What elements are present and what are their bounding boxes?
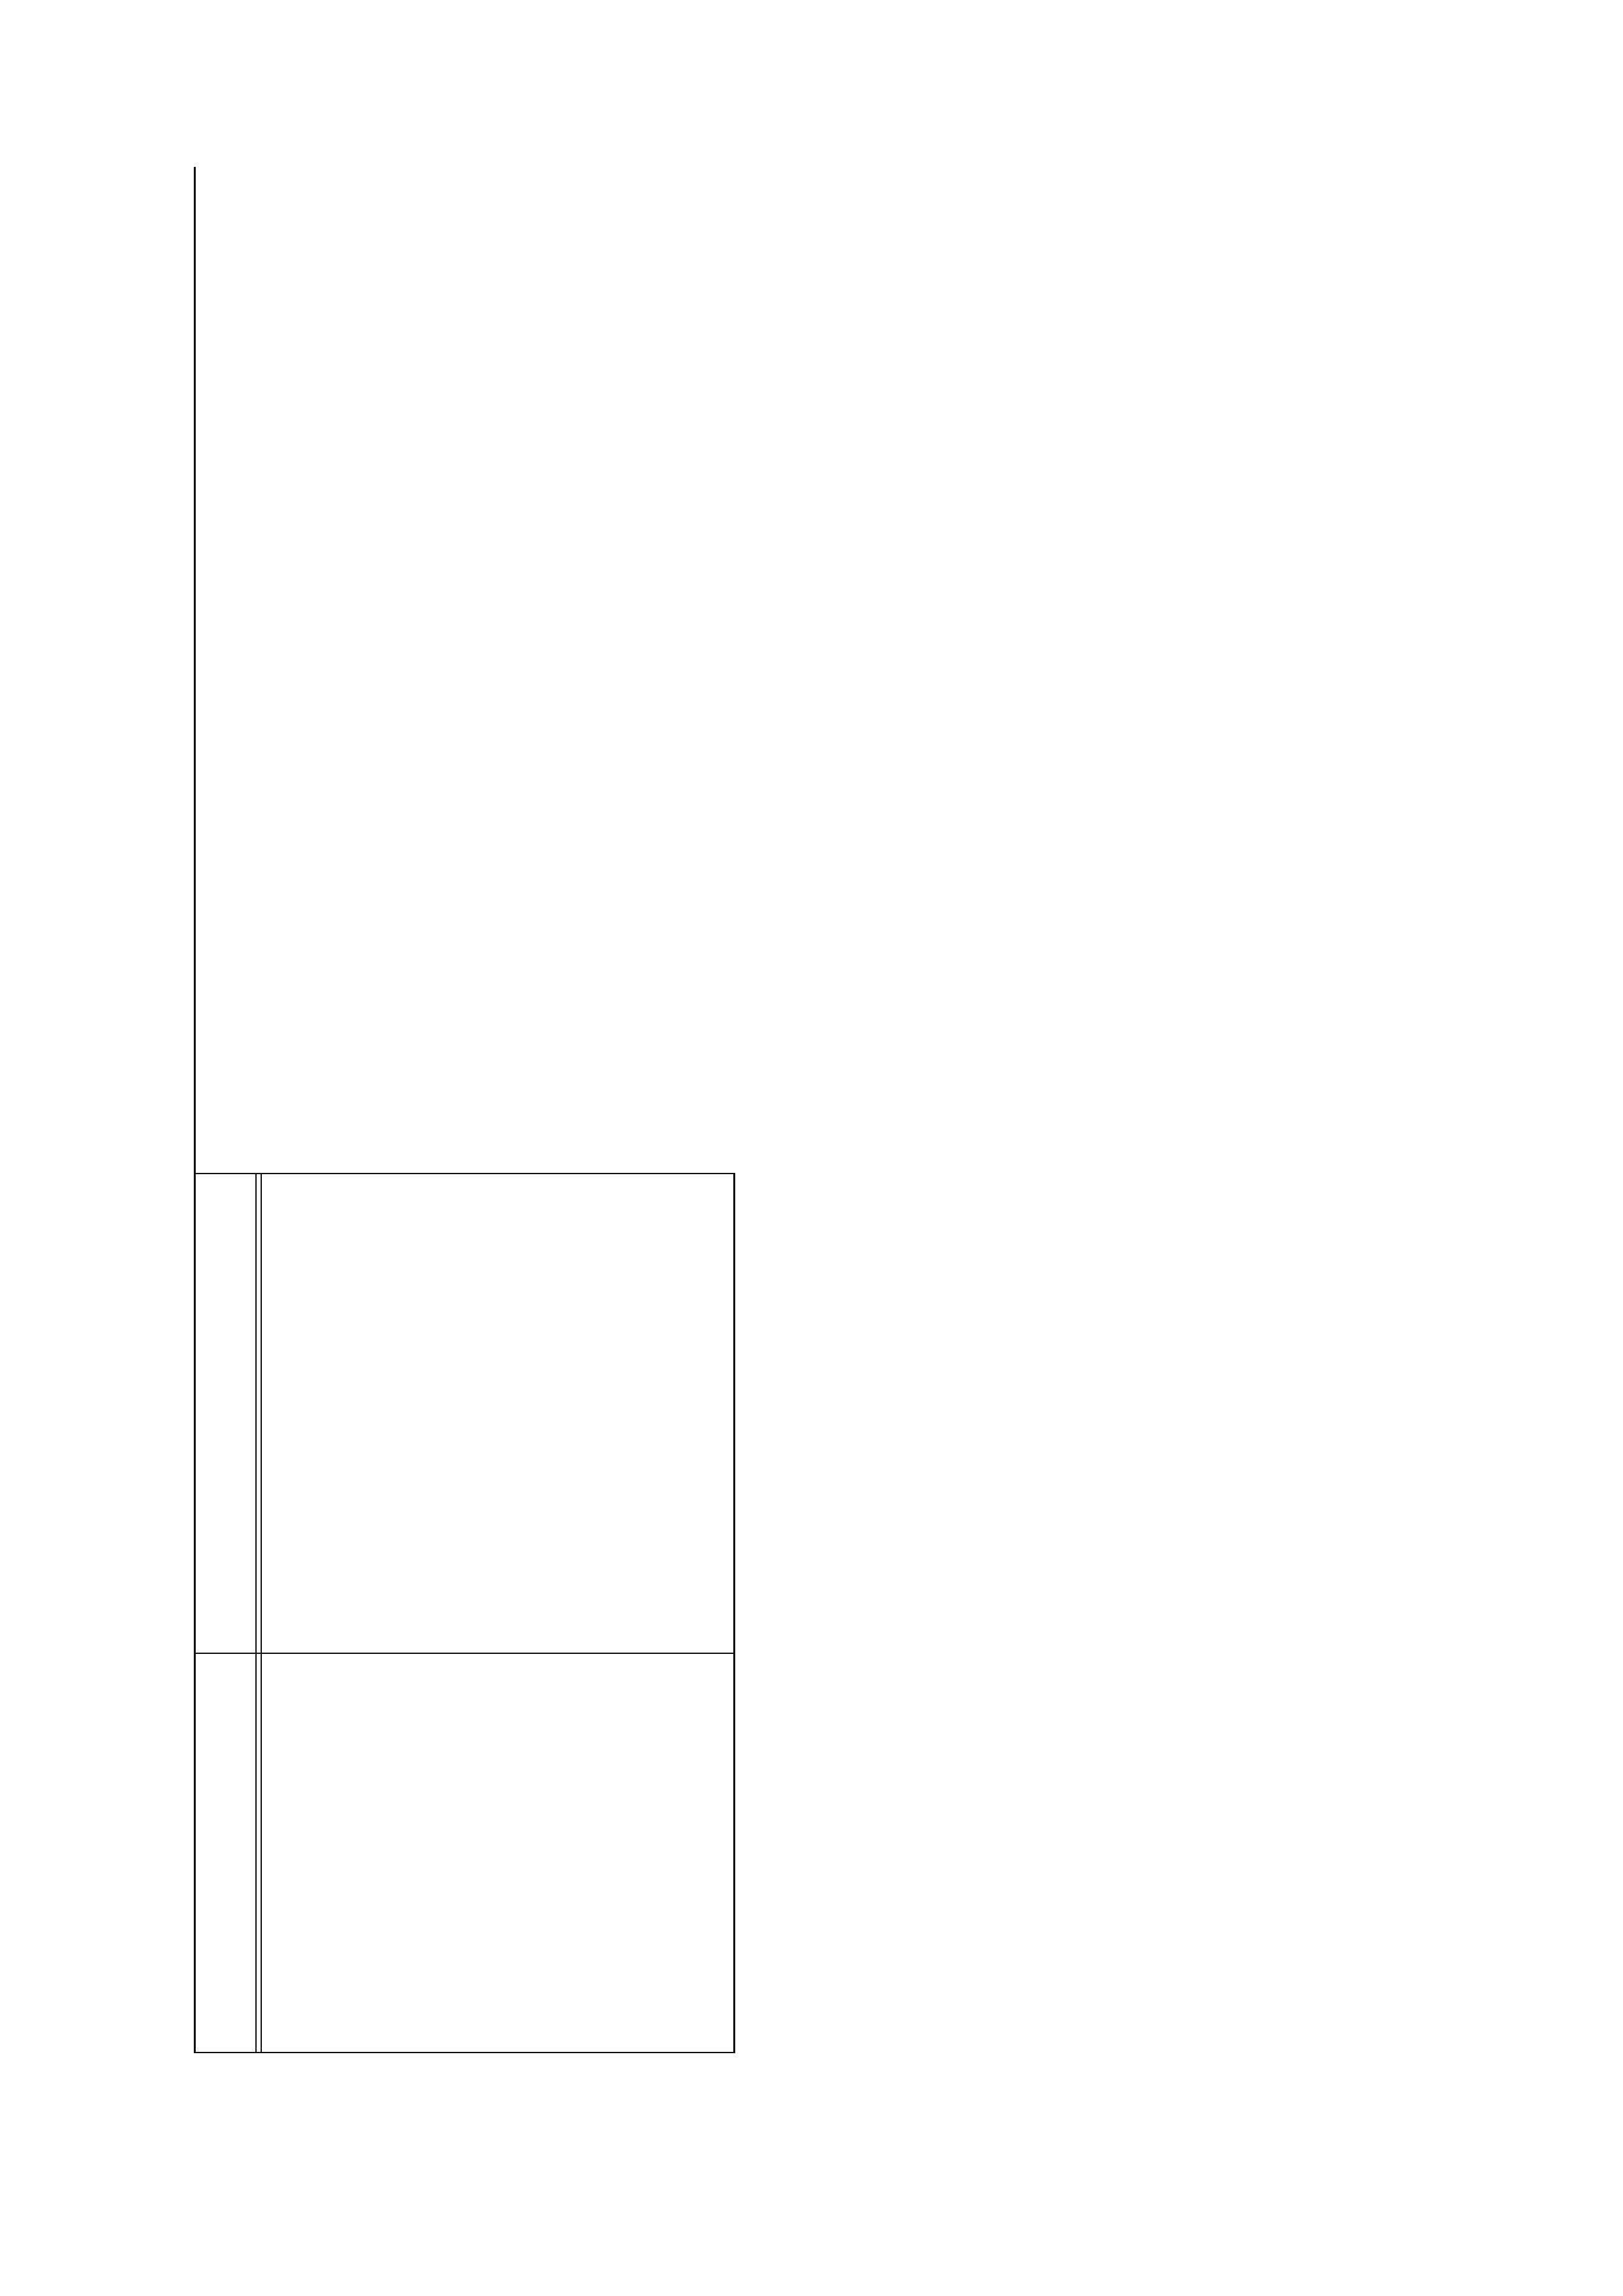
left-table-outer-left bbox=[194, 1173, 196, 2053]
left-table-top bbox=[194, 1173, 735, 1174]
left-table-outer-right bbox=[733, 1173, 735, 2053]
left-header-rule-2 bbox=[261, 1173, 262, 2053]
left-table-bottom bbox=[194, 2052, 735, 2053]
left-header-rule-1 bbox=[255, 1173, 257, 2053]
left-col-divider bbox=[194, 1653, 735, 1654]
